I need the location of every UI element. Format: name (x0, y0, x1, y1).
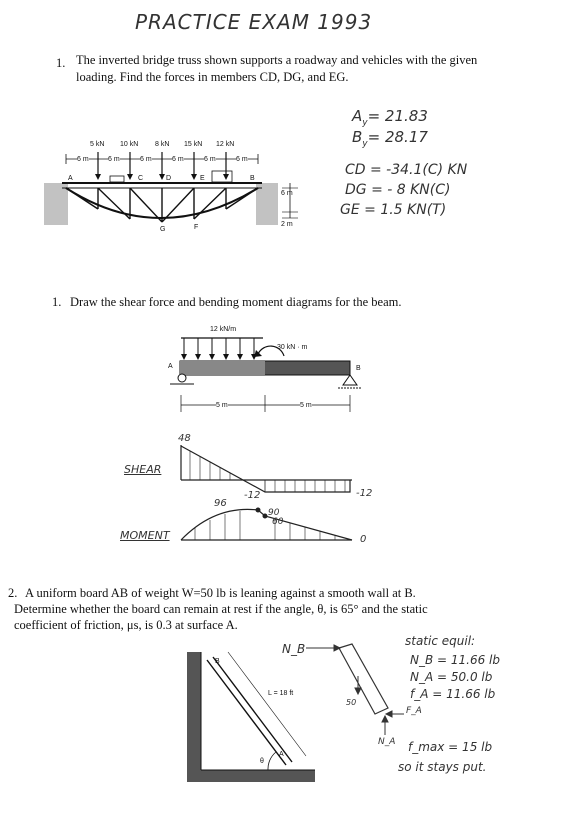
spacing-label-6: 6 m (236, 156, 248, 163)
spacing-label-4: 6 m (172, 156, 184, 163)
moment-peak-value: 96 (214, 498, 227, 509)
joint-g-label: G (160, 226, 166, 233)
beam-figure (170, 338, 362, 412)
span-1-label: 5 m (216, 402, 228, 409)
joint-e-label: E (200, 175, 205, 182)
shear-diagram (181, 445, 352, 492)
answer-conclusion: so it stays put. (398, 760, 487, 774)
support-a-label: A (168, 363, 173, 370)
problem-3-line-1: A uniform board AB of weight W=50 lb is leaning against a smooth wall at B. (25, 586, 416, 600)
point-b-label: B (215, 658, 220, 665)
fbd-nb-label: N_B (282, 642, 306, 656)
answer-fmax: f_max = 15 lb (408, 740, 493, 754)
load-label-3: 8 kN (155, 141, 170, 148)
answer-nb: N_B = 11.66 lb (410, 653, 501, 667)
joint-d-label: D (166, 175, 172, 182)
theta-label: θ (260, 758, 264, 765)
problem-1-number: 1. (56, 56, 66, 70)
joint-a-label: A (68, 175, 73, 182)
answer-dg: DG = - 8 KN(C) (345, 182, 451, 198)
distributed-load-label: 12 kN/m (210, 326, 237, 333)
problem-1-line-2: loading. Find the forces in members CD, DG, and EG. (76, 70, 349, 84)
load-label-5: 12 kN (216, 141, 235, 148)
height-label: 6 m (281, 190, 293, 197)
problem-2-number: 1. (52, 295, 62, 309)
moment-end-value: 0 (360, 534, 367, 545)
joint-b-label: B (250, 175, 255, 182)
joint-c-label: C (138, 175, 144, 182)
problem-3-line-2: Determine whether the board can remain at rest if the angle, θ, is 65° and the static (14, 602, 428, 616)
answer-heading: static equil: (405, 634, 476, 648)
answer-ay: $A_y= 21.83$ (352, 107, 428, 128)
spacing-label-2: 6 m (108, 156, 120, 163)
moment-diagram (181, 508, 352, 540)
problem-2-text: Draw the shear force and bending moment diagrams for the beam. (70, 295, 402, 309)
load-label-4: 15 kN (184, 141, 203, 148)
load-label-1: 5 kN (90, 141, 105, 148)
problem-3-line-3: coefficient of friction, μs, is 0.3 at surface A. (14, 618, 238, 632)
point-a-label: A (279, 751, 284, 758)
shear-label: SHEAR (124, 463, 162, 476)
moment-label: MOMENT (120, 529, 170, 542)
load-label-2: 10 kN (120, 141, 139, 148)
spacing-label-5: 6 m (204, 156, 216, 163)
moment-after-value: 60 (272, 517, 284, 527)
problem-3-number: 2. (8, 586, 18, 600)
answer-eg: GE = 1.5 KN(T) (340, 202, 447, 218)
ladder-figure (187, 652, 315, 782)
length-label: L = 18 ft (268, 690, 294, 697)
joint-f-label: F (194, 224, 199, 231)
answer-by: $B_y= 28.17$ (352, 128, 428, 149)
answer-na: N_A = 50.0 lb (410, 670, 493, 684)
fbd-weight-label: 50 (346, 698, 357, 707)
page-title: PRACTICE EXAM 1993 (135, 10, 373, 34)
shear-max-value: 48 (178, 433, 191, 444)
answer-cd: CD = -34.1(C) KN (345, 162, 468, 178)
shear-mid-value: -12 (244, 490, 261, 501)
support-b-label: B (356, 365, 361, 372)
shear-end-value: -12 (356, 488, 373, 499)
moment-before-value: 90 (268, 508, 280, 518)
problem-1-line-1: The inverted bridge truss shown supports a roadway and vehicles with the given (76, 53, 478, 67)
fbd-na-label: N_A (378, 737, 396, 747)
fbd-figure (306, 644, 404, 735)
depth-label: 2 m (281, 221, 293, 228)
fbd-fa-label: F_A (406, 706, 422, 716)
answer-fa: f_A = 11.66 lb (410, 687, 496, 701)
spacing-label-1: 6 m (77, 156, 89, 163)
applied-moment-label: 30 kN · m (277, 344, 308, 351)
spacing-label-3: 6 m (140, 156, 152, 163)
span-2-label: 5 m (300, 402, 312, 409)
